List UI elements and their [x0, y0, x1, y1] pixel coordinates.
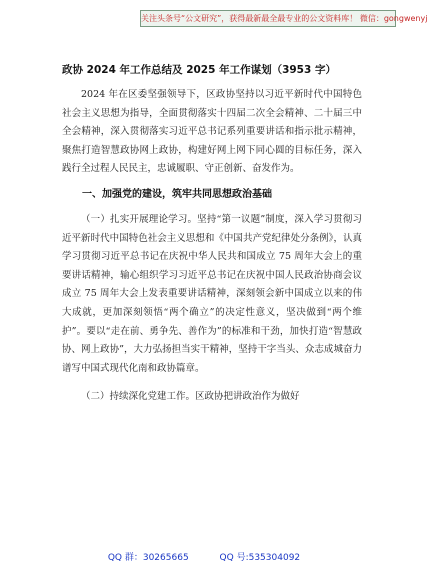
footer-contact: [0, 550, 408, 563]
subsection-paragraph-2: （二）持续深化党建工作。区政协把讲政治作为做好: [81, 391, 300, 403]
footer-qq-group: QQ 群：30265665: [107, 553, 189, 563]
subsection-paragraph-1: （一）扎实开展理论学习。坚持“第一议题”制度，深入学习贯彻习近平新时代中国特色社会主义思想和《中国共产党纪律处分条例》，认真学习贯彻习近平总书记在庆祝中华人民共和国成立 75 周年大会上的重要讲话精神，输心组织学习习近平总书记在庆祝中国人民政治协商会议成立 75 周年大会上发表重要讲话精神，深刻领会新中国成立以来的伟大成就，更加深刻领悟“两个确立”的决定性意义，坚决做到“两个维护”。要以“走在前、勇争先、善作为”的标准和干劲，加快打造“智慧政协、网上政协”，大力弘扬担当实干精神，坚持干字当头、众志成城奋力谱写中国式现代化南和政协篇章。: [62, 213, 362, 374]
promo-banner: [140, 10, 427, 27]
promo-banner-text: 关注头条号“公文研究”，获得最新最全最专业的公文资料库！ 微信：gongwenyj: [141, 14, 427, 23]
intro-paragraph: 2024 年在区委坚强领导下，区政协坚持以习近平新时代中国特色社会主义思想为指导，全面贯彻落实十四届二次全会精神、二十届三中全会精神，深入贯彻落实习近平总书记系列重要讲话和指示批示精神，聚焦打造智慧政协网上政协，构建好网上网下同心圆的目标任务，深入践行全过程人民民主，忠诚履职、守正创新、奋发作为。: [62, 89, 362, 175]
document-title: 政协 2024 年工作总结及 2025 年工作谋划（3953 字）: [62, 64, 336, 76]
document-body: [62, 62, 362, 407]
section-heading: 一、加强党的建设，筑牢共同思想政治基础: [82, 188, 272, 200]
footer-qq-number: QQ 号:535304092: [219, 553, 301, 563]
